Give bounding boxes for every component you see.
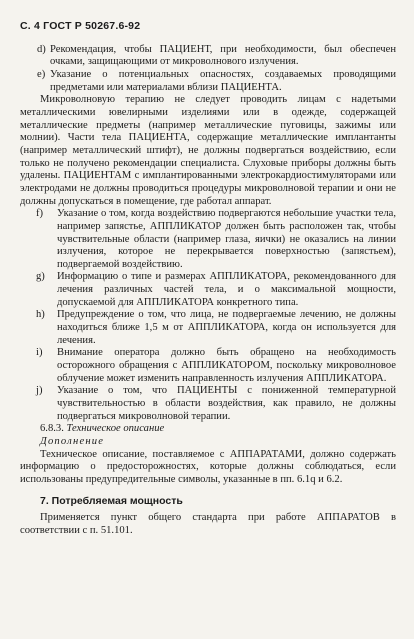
section-heading-power: 7. Потребляемая мощность bbox=[40, 494, 183, 507]
subsection-title: Техническое описание bbox=[66, 423, 165, 435]
paragraph-microwave-therapy: Микроволновую терапию не следует проводить лицам с надетыми металлическими ювелирными изделиями или в одежде, содержащей металлические предметы (например металлические пуговицы, зажимы или молнии). Части тела ПАЦИЕНТА, содержащие металлические имплантанты (например металлический штифт), не должны подвергаться воздействию, если только не получено рекомендации специалиста. Слуховые приборы должны быть удалены. ПАЦИЕНТАМ с имплантированными электрокардиостимуляторами или электродами не должны проводиться процедуры микроволновой терапии и они не должны допускаться в помещение, где работал аппарат. bbox=[20, 94, 396, 207]
item-marker: h) bbox=[36, 309, 45, 321]
item-text: Указание о том, что ПАЦИЕНТЫ с пониженной температурной чувствительностью в области воздействия, как правило, не должны подвергаться микроволновой терапии. bbox=[57, 385, 396, 422]
item-marker: e) bbox=[37, 68, 46, 80]
list-item-e bbox=[20, 69, 396, 94]
list-item-d bbox=[20, 44, 396, 69]
item-text: Внимание оператора должно быть обращено на необходимость осторожного обращения с АППЛИКАТОРОМ, поскольку микроволновое облучение может изменить направленность излучения АППЛИКАТОРА. bbox=[57, 347, 396, 384]
list-item-g bbox=[20, 271, 396, 309]
item-marker: f) bbox=[36, 208, 44, 220]
paragraph-technical-description: Техническое описание, поставляемое с АППАРАТАМИ, должно содержать информацию о предосторожностях, которые должны соблюдаться, если использованы предупредительные символы, указанные в пп. 6.1q и 6.2. bbox=[20, 448, 396, 485]
item-marker: d) bbox=[37, 43, 46, 55]
item-text: Указание о потенциальных опасностях, создаваемых проводящими предметами или материалами вблизи ПАЦИЕНТА. bbox=[50, 68, 396, 93]
item-marker: g) bbox=[36, 271, 45, 283]
item-text: Указание о том, когда воздействию подвергаются небольшие участки тела, например запястье, АППЛИКАТОР должен быть расположен так, чтобы чувствительные области (например глаза, яички) не оказались на линии излучения, которое не перекрывается поверхностью (запястьем), подвергаемой воздействию. bbox=[57, 208, 396, 270]
paragraph-power: Применяется пункт общего стандарта при работе АППАРАТОВ в соответствии с п. 51.101. bbox=[20, 512, 396, 536]
items-top bbox=[20, 44, 396, 95]
list-item-i bbox=[20, 347, 396, 385]
item-text: Предупреждение о том, что лица, не подвергаемые лечению, не должны находиться ближе 1,5 м от АППЛИКАТОРА, когда он используется для лечения. bbox=[57, 309, 396, 346]
item-marker: j) bbox=[36, 385, 43, 397]
list-item-j bbox=[20, 385, 396, 423]
addition-label: Дополнение bbox=[40, 436, 105, 447]
subsection-number: 6.8.3. bbox=[40, 423, 64, 435]
items-mid bbox=[20, 208, 396, 423]
item-text: Рекомендация, чтобы ПАЦИЕНТ, при необходимости, был обеспечен очками, защищающими от микроволнового излучения. bbox=[50, 43, 396, 68]
page-header: С. 4 ГОСТ Р 50267.6-92 bbox=[20, 20, 141, 32]
list-item-h bbox=[20, 309, 396, 347]
list-item-f bbox=[20, 208, 396, 271]
subsection-heading bbox=[20, 423, 396, 436]
item-marker: i) bbox=[36, 347, 43, 359]
item-text: Информацию о типе и размерах АППЛИКАТОРА, рекомендованного для лечения различных частей тела, и о максимальной мощности, допускаемой для АППЛИКАТОРА конкретного типа. bbox=[57, 271, 396, 308]
